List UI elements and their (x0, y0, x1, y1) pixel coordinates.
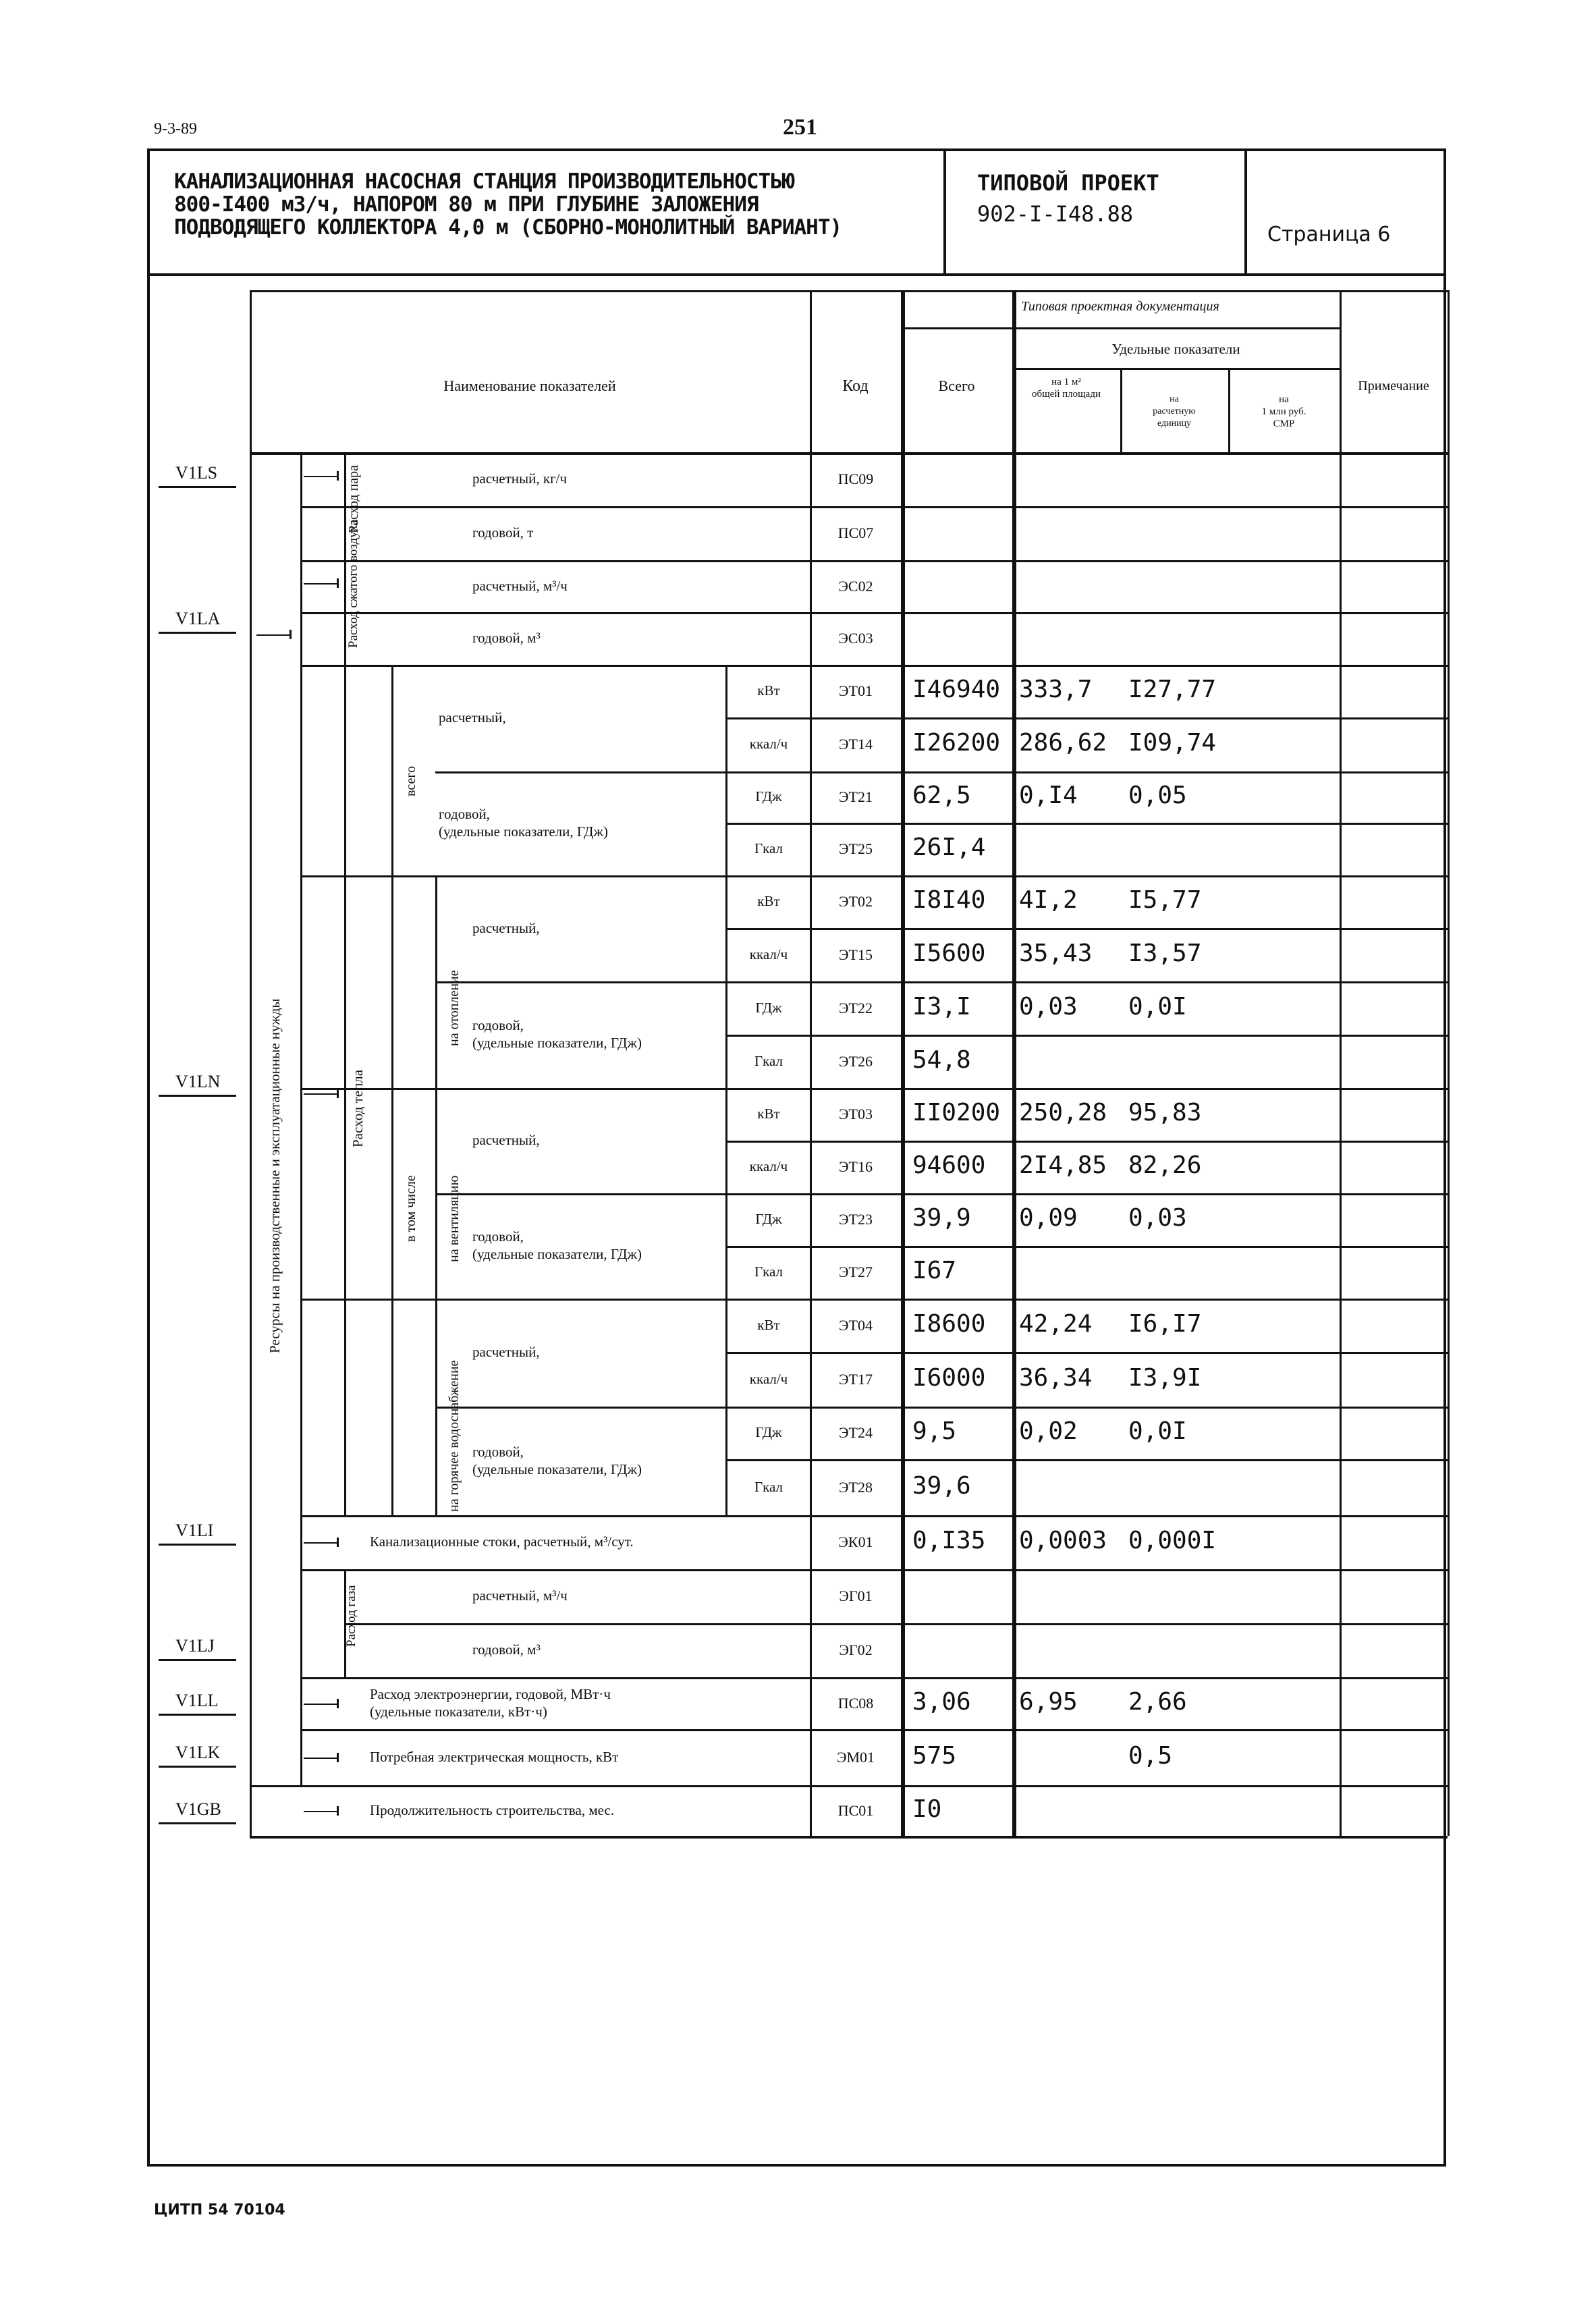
grid-line (300, 506, 1448, 508)
row-total: 39,9 (912, 1204, 971, 1232)
project-label: ТИПОВОЙ ПРОЕКТ (977, 170, 1159, 196)
row-unit: ГДж (755, 1424, 782, 1440)
row-area: 0,02 (1019, 1417, 1078, 1445)
row-unit: кВт (757, 682, 780, 699)
row-label: годовой, м³ (472, 630, 541, 646)
row-total: 3,06 (912, 1687, 971, 1716)
row-total: 0,I35 (912, 1527, 986, 1554)
header-name: Наименование показателей (443, 377, 616, 394)
grid-line (250, 1836, 1448, 1839)
row-unit: ккал/ч (749, 1158, 788, 1174)
row-label: годовой, м³ (472, 1641, 541, 1658)
marker-line (159, 1659, 236, 1661)
grid-line (435, 1193, 725, 1195)
row-unitval: I3,57 (1128, 939, 1202, 967)
row-unitval: I27,77 (1128, 676, 1217, 703)
document-code: 9-3-89 (154, 120, 197, 138)
row-code: ЭТ15 (839, 946, 873, 963)
row-unit: ГДж (755, 788, 782, 805)
row-total: 94600 (912, 1151, 986, 1179)
gas-label: Расход газа (344, 1585, 358, 1647)
header-group: Типовая проектная документация (1021, 299, 1219, 314)
row-unit: кВт (757, 1106, 780, 1122)
project-number: 902-I-I48.88 (977, 201, 1134, 227)
annual-note-label: (удельные показатели, ГДж) (439, 823, 609, 840)
title-line-1: КАНАЛИЗАЦИОННАЯ НАСОСНАЯ СТАНЦИЯ ПРОИЗВОДИТЕЛЬНОСТЬЮ (174, 169, 794, 194)
row-unit: кВт (757, 1316, 780, 1333)
row-unitval: 0,03 (1128, 1204, 1187, 1232)
grid-line (435, 771, 725, 773)
row-unit: ккал/ч (749, 1370, 788, 1387)
row-code: ЭТ03 (839, 1106, 873, 1122)
header-per-unit-3: единицу (1157, 418, 1192, 429)
grid-line (250, 290, 1448, 292)
hotwater-label: на горячее водоснабжение (447, 1360, 462, 1512)
marker-v1ln: V1LN (175, 1072, 221, 1091)
row-label: Канализационные стоки, расчетный, м³/сут. (370, 1533, 634, 1550)
marker-v1ll: V1LL (175, 1691, 219, 1710)
header-per-mln-1: на (1279, 394, 1289, 405)
row-code: ЭТ04 (839, 1316, 873, 1334)
heating-label: на отопление (447, 970, 462, 1046)
row-code: ПС01 (837, 1801, 874, 1819)
row-label: расчетный, кг/ч (472, 470, 568, 487)
annual-label: годовой, (472, 1017, 524, 1033)
page-label: Страница 6 (1267, 223, 1391, 246)
row-total: 62,5 (912, 782, 971, 809)
marker-v1li: V1LI (175, 1521, 214, 1540)
header-specific: Удельные показатели (1111, 341, 1240, 357)
row-code: ЭТ27 (839, 1263, 873, 1280)
grid-line (250, 452, 1448, 454)
grid-line (810, 290, 812, 452)
row-unitval: 0,0I (1128, 1417, 1187, 1445)
grid-line (300, 560, 1448, 562)
row-unit: кВт (757, 893, 780, 909)
calc-label: расчетный, (439, 709, 506, 726)
row-area: 250,28 (1019, 1099, 1107, 1126)
row-code: ЭС03 (838, 630, 873, 647)
row-area: 0,0003 (1019, 1527, 1107, 1554)
connector-arrow-icon (304, 1093, 337, 1095)
calc-label: расчетный, (472, 919, 540, 936)
row-area: 0,03 (1019, 992, 1078, 1021)
row-unitval: 95,83 (1128, 1099, 1202, 1126)
row-total: I26200 (912, 729, 1001, 757)
row-code: ЭТ25 (839, 840, 873, 857)
row-code: ЭС02 (838, 577, 873, 595)
row-label-note: (удельные показатели, кВт·ч) (370, 1703, 547, 1720)
row-unit: Гкал (754, 1052, 783, 1069)
grid-line (1012, 290, 1016, 1836)
row-unit: ккал/ч (749, 736, 788, 752)
row-total: I46940 (912, 676, 1001, 703)
grid-line (435, 1407, 725, 1409)
row-code: ЭТ23 (839, 1211, 873, 1228)
grid-line (435, 981, 725, 983)
marker-v1lk: V1LK (175, 1743, 221, 1762)
header-note: Примечание (1358, 379, 1429, 393)
row-code: ЭТ22 (839, 999, 873, 1016)
marker-line (159, 1095, 236, 1097)
header-per-mln-2: 1 млн руб. (1261, 406, 1306, 417)
header-per-unit-1: на (1170, 394, 1179, 404)
air-label: Расход сжатого воздуха (346, 519, 360, 648)
grid-line (435, 1299, 725, 1301)
row-total: II0200 (912, 1099, 1001, 1126)
row-unit: ккал/ч (749, 946, 788, 962)
row-total: 26I,4 (912, 834, 986, 861)
grid-line (344, 665, 346, 1515)
row-area: 36,34 (1019, 1363, 1093, 1392)
row-total: 575 (912, 1741, 957, 1770)
header-per-unit-2: расчетную (1153, 406, 1196, 416)
marker-v1lj: V1LJ (175, 1636, 215, 1656)
row-unitval: I6,I7 (1128, 1309, 1202, 1338)
row-label: годовой, т (472, 524, 534, 541)
row-unitval: 0,000I (1128, 1527, 1217, 1554)
footer-code: ЦИТП 54 70104 (154, 2202, 285, 2219)
row-area: 2I4,85 (1019, 1151, 1107, 1179)
row-total: I8600 (912, 1309, 986, 1338)
grid-line (435, 875, 437, 1515)
row-unitval: I3,9I (1128, 1363, 1202, 1392)
grid-line (901, 290, 905, 1836)
grid-line (344, 1623, 725, 1625)
row-unit: ГДж (755, 999, 782, 1016)
row-code: ЭТ01 (839, 682, 873, 699)
row-area: 0,I4 (1019, 782, 1078, 809)
row-code: ЭТ02 (839, 893, 873, 910)
marker-v1gb: V1GB (175, 1799, 221, 1819)
grid-line (391, 875, 725, 877)
connector-arrow-icon (256, 634, 290, 636)
steam-label: Расход пара (346, 465, 361, 533)
row-unitval: 2,66 (1128, 1687, 1187, 1716)
row-unitval: 0,05 (1128, 782, 1187, 809)
row-label: Потребная электрическая мощность, кВт (370, 1748, 619, 1765)
row-code: ЭТ26 (839, 1052, 873, 1070)
annual-label: годовой, (472, 1228, 524, 1245)
row-area: 286,62 (1019, 729, 1107, 757)
row-total: I8I40 (912, 886, 986, 914)
connector-arrow-icon (304, 1758, 337, 1759)
row-label: расчетный, м³/ч (472, 577, 568, 594)
annual-label: годовой, (472, 1443, 524, 1460)
row-total: I5600 (912, 939, 986, 967)
row-area: 42,24 (1019, 1309, 1093, 1338)
row-unitval: I09,74 (1128, 729, 1217, 757)
title-line-2: 800-I400 м3/ч, НАПОРОМ 80 м ПРИ ГЛУБИНЕ ЗАЛОЖЕНИЯ (174, 192, 759, 217)
connector-arrow-icon (304, 476, 337, 477)
row-area: 0,09 (1019, 1204, 1078, 1232)
row-code: ЭГ01 (839, 1587, 873, 1604)
grid-line (391, 665, 393, 1515)
row-code: ПС08 (837, 1694, 874, 1712)
header-per-area-1: на 1 м² (1051, 377, 1081, 387)
grid-line (810, 452, 812, 1836)
resources-label: Ресурсы на производственные и эксплуатационные нужды (267, 998, 283, 1353)
row-label: Продолжительность строительства, мес. (370, 1801, 615, 1818)
row-code: ЭК01 (838, 1533, 873, 1550)
grid-line (901, 327, 1340, 329)
grid-line (435, 1088, 725, 1090)
all-label: всего (404, 765, 418, 796)
row-total: 39,6 (912, 1471, 971, 1500)
marker-v1ls: V1LS (175, 463, 218, 483)
header-total: Всего (938, 377, 975, 394)
row-unitval: 0,5 (1128, 1741, 1173, 1770)
connector-arrow-icon (304, 1704, 337, 1705)
row-total: 54,8 (912, 1045, 971, 1074)
connector-arrow-icon (304, 1811, 337, 1812)
row-label: Расход электроэнергии, годовой, МВт·ч (370, 1685, 611, 1702)
calc-label: расчетный, (472, 1344, 540, 1360)
row-total: I3,I (912, 992, 971, 1021)
marker-line (159, 1714, 236, 1716)
row-unit: Гкал (754, 1263, 783, 1280)
grid-line (250, 290, 252, 1836)
row-total: 9,5 (912, 1417, 957, 1445)
row-area: 6,95 (1019, 1687, 1078, 1716)
marker-v1la: V1LA (175, 609, 221, 628)
annual-note-label: (удельные показатели, ГДж) (472, 1246, 642, 1262)
title-line-3: ПОДВОДЯЩЕГО КОЛЛЕКТОРА 4,0 м (СБОРНО-МОНОЛИТНЫЙ ВАРИАНТ) (174, 215, 842, 240)
row-area: 333,7 (1019, 676, 1093, 703)
row-unit: Гкал (754, 840, 783, 856)
row-label: расчетный, м³/ч (472, 1587, 568, 1604)
row-total: I67 (912, 1257, 957, 1284)
row-code: ПС09 (837, 470, 874, 487)
row-code: ЭТ17 (839, 1370, 873, 1388)
page-number: 251 (783, 115, 817, 140)
annual-note-label: (удельные показатели, ГДж) (472, 1035, 642, 1051)
grid-line (1340, 452, 1342, 1836)
row-unit: ГДж (755, 1211, 782, 1227)
calc-label: расчетный, (472, 1132, 540, 1148)
row-code: ЭТ14 (839, 736, 873, 753)
incl-label: в том числе (404, 1175, 418, 1242)
row-code: ЭТ28 (839, 1478, 873, 1496)
row-unitval: 82,26 (1128, 1151, 1202, 1179)
grid-line (1340, 290, 1342, 452)
heat-label: Расход тепла (350, 1069, 366, 1147)
marker-line (159, 486, 236, 488)
row-code: ЭТ24 (839, 1424, 873, 1441)
row-code: ЭМ01 (836, 1748, 875, 1766)
marker-line (159, 632, 236, 634)
connector-arrow-icon (304, 583, 337, 584)
row-total: I6000 (912, 1363, 986, 1392)
row-total: I0 (912, 1795, 942, 1823)
header-per-mln-3: СМР (1273, 418, 1295, 429)
row-unitval: I5,77 (1128, 886, 1202, 914)
marker-line (159, 1766, 236, 1768)
annual-note-label: (удельные показатели, ГДж) (472, 1461, 642, 1477)
connector-arrow-icon (304, 1542, 337, 1544)
marker-line (159, 1822, 236, 1824)
grid-line (1448, 290, 1450, 1836)
row-code: ПС07 (837, 524, 874, 541)
row-code: ЭГ02 (839, 1641, 873, 1658)
marker-line (159, 1544, 236, 1546)
row-unitval: 0,0I (1128, 992, 1187, 1021)
header-per-area-2: общей площади (1032, 389, 1101, 400)
annual-label: годовой, (439, 806, 490, 822)
grid-line (1012, 368, 1340, 370)
row-code: ЭТ16 (839, 1158, 873, 1175)
row-area: 35,43 (1019, 939, 1093, 967)
row-unit: Гкал (754, 1478, 783, 1495)
header-code: Код (842, 377, 869, 395)
row-code: ЭТ21 (839, 788, 873, 805)
grid-line (725, 665, 727, 1515)
row-area: 4I,2 (1019, 886, 1078, 914)
vent-label: на вентиляцию (447, 1175, 462, 1262)
grid-line (300, 452, 302, 1785)
